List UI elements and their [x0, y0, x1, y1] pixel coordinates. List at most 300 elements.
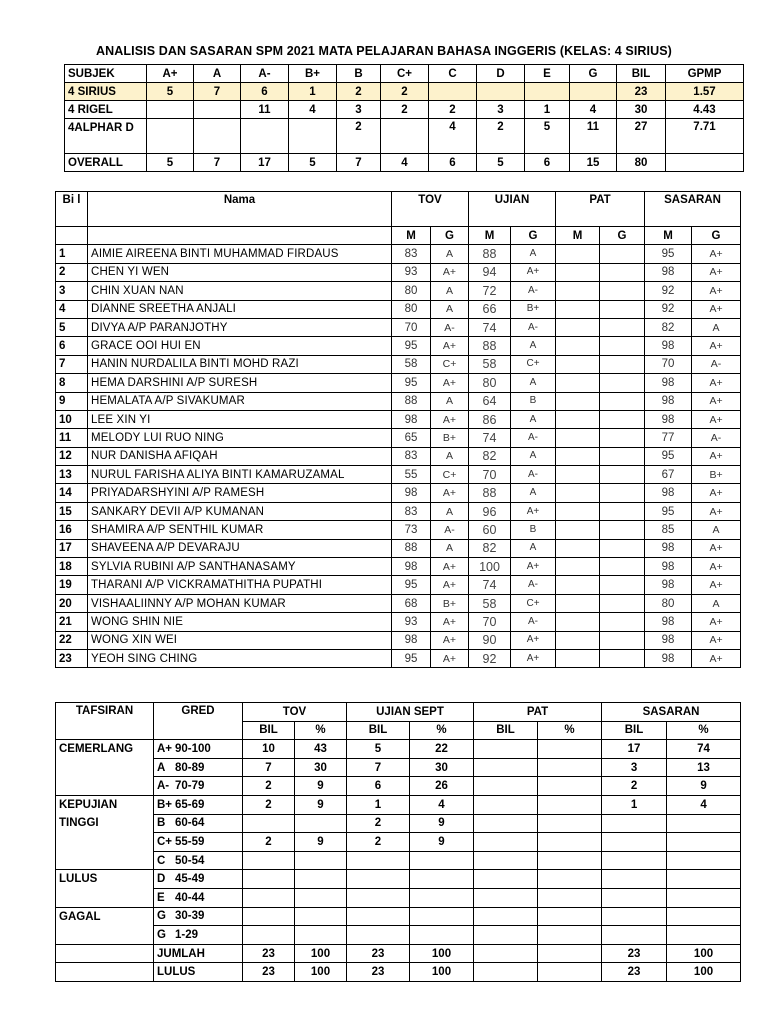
sasaran-grade: A	[692, 594, 741, 612]
sasaran-mark: 98	[645, 263, 692, 281]
tafsiran-cell: 43	[295, 740, 347, 759]
sasaran-header: SASARAN	[602, 703, 741, 722]
summary-header-cell: E	[525, 65, 570, 83]
summary-cell: 11	[241, 101, 289, 119]
summary-cell: 23	[617, 83, 666, 101]
sub-header-cell: M	[392, 227, 431, 245]
tov-grade: A+	[431, 410, 469, 428]
pat-mark	[556, 263, 600, 281]
tafsiran-cell	[347, 888, 410, 907]
sasaran-mark: 98	[645, 410, 692, 428]
tov-mark: 88	[392, 539, 431, 557]
ujian-mark: 64	[469, 392, 511, 410]
ujian-grade: C+	[511, 355, 556, 373]
ujian-grade: A	[511, 410, 556, 428]
summary-header-cell: D	[477, 65, 525, 83]
grade-score-range: 45-49	[175, 873, 205, 886]
pat-grade	[600, 594, 645, 612]
sasaran-mark: 67	[645, 466, 692, 484]
sasaran-grade: A+	[692, 576, 741, 594]
summary-cell: 1	[525, 101, 570, 119]
tafsiran-cell	[538, 814, 602, 833]
student-number: 3	[56, 282, 88, 300]
sasaran-grade: A+	[692, 282, 741, 300]
students-table	[55, 191, 741, 668]
tafsiran-total-cell	[474, 963, 538, 982]
tafsiran-total-cell: 100	[295, 963, 347, 982]
tafsiran-cell	[602, 851, 667, 870]
summary-header-cell: A-	[241, 65, 289, 83]
tafsiran-cell	[667, 814, 741, 833]
tafsiran-cell: 2	[347, 814, 410, 833]
tafsiran-cell	[474, 740, 538, 759]
ujian-grade: A-	[511, 466, 556, 484]
pat-grade	[600, 558, 645, 576]
pat-mark	[556, 355, 600, 373]
tafsiran-sub-header: BIL	[474, 721, 538, 740]
tafsiran-cell: 30	[295, 758, 347, 777]
tafsiran-cell	[295, 814, 347, 833]
student-row	[56, 502, 741, 520]
summary-cell	[241, 119, 289, 154]
summary-cell: 4	[381, 154, 429, 172]
tov-grade: A	[431, 392, 469, 410]
tafsiran-total-cell	[538, 944, 602, 963]
tov-mark: 95	[392, 337, 431, 355]
tov-grade: A	[431, 539, 469, 557]
sasaran-header: SASARAN	[645, 192, 741, 227]
summary-header-cell: C	[429, 65, 477, 83]
tafsiran-cell	[474, 888, 538, 907]
grade-range	[154, 795, 243, 814]
tafsiran-cell	[347, 870, 410, 889]
grade-range	[154, 833, 243, 852]
ujian-mark: 88	[469, 245, 511, 263]
sub-header-cell: M	[645, 227, 692, 245]
tafsiran-cell	[538, 795, 602, 814]
summary-cell	[289, 119, 337, 154]
tafsiran-cell	[538, 740, 602, 759]
student-number: 20	[56, 594, 88, 612]
ujian-grade: B+	[511, 300, 556, 318]
ujian-grade: B	[511, 392, 556, 410]
tafsiran-cell	[410, 888, 474, 907]
student-name: WONG XIN WEI	[88, 631, 392, 649]
sasaran-mark: 98	[645, 631, 692, 649]
tov-mark: 95	[392, 374, 431, 392]
tafsiran-total-cell: 100	[667, 944, 741, 963]
ujian-grade: A+	[511, 558, 556, 576]
tafsiran-row	[56, 851, 741, 870]
grade-score-range: 70-79	[175, 780, 205, 793]
pat-mark	[556, 337, 600, 355]
tafsiran-cell: 22	[410, 740, 474, 759]
student-row	[56, 282, 741, 300]
tafsiran-cell	[474, 814, 538, 833]
summary-cell: 5	[525, 119, 570, 154]
student-row	[56, 558, 741, 576]
student-number: 2	[56, 263, 88, 281]
tafsiran-cell	[410, 926, 474, 945]
sasaran-mark: 98	[645, 649, 692, 667]
tafsiran-cell	[538, 777, 602, 796]
grade-score-range: 55-59	[175, 835, 205, 848]
tov-grade: A	[431, 502, 469, 520]
summary-header-cell: G	[570, 65, 617, 83]
tafsiran-cell	[602, 833, 667, 852]
student-row	[56, 392, 741, 410]
ujian-grade: A-	[511, 576, 556, 594]
student-number: 21	[56, 613, 88, 631]
student-number: 18	[56, 558, 88, 576]
summary-row	[65, 154, 744, 172]
sub-header-cell: G	[692, 227, 741, 245]
sasaran-mark: 92	[645, 282, 692, 300]
tafsiran-row	[56, 888, 741, 907]
summary-cell: 2	[337, 119, 381, 154]
student-name: CHIN XUAN NAN	[88, 282, 392, 300]
tafsiran-cell	[295, 888, 347, 907]
ujian-mark: 60	[469, 521, 511, 539]
student-number: 1	[56, 245, 88, 263]
grade-range	[154, 907, 243, 926]
pat-grade	[600, 374, 645, 392]
summary-cell: 4	[289, 101, 337, 119]
tafsiran-cell	[243, 851, 295, 870]
student-name: CHEN YI WEN	[88, 263, 392, 281]
summary-class-name: OVERALL	[65, 154, 147, 172]
grade-range	[154, 888, 243, 907]
sasaran-mark: 95	[645, 245, 692, 263]
student-name: THARANI A/P VICKRAMATHITHA PUPATHI	[88, 576, 392, 594]
pat-mark	[556, 521, 600, 539]
tafsiran-sub-header: %	[295, 721, 347, 740]
summary-cell: 1	[289, 83, 337, 101]
pat-mark	[556, 447, 600, 465]
tafsiran-row	[56, 740, 741, 759]
summary-header-cell: SUBJEK	[65, 65, 147, 83]
tafsiran-cell	[474, 833, 538, 852]
tov-grade: C+	[431, 355, 469, 373]
summary-cell: 1.57	[666, 83, 744, 101]
tov-mark: 98	[392, 631, 431, 649]
pat-grade	[600, 410, 645, 428]
summary-cell: 7	[337, 154, 381, 172]
sasaran-grade: A	[692, 521, 741, 539]
tafsiran-sub-header: %	[667, 721, 741, 740]
student-row	[56, 613, 741, 631]
grade-letter: B	[157, 817, 166, 830]
summary-row	[65, 101, 744, 119]
pat-grade	[600, 649, 645, 667]
tov-grade: A+	[431, 263, 469, 281]
tafsiran-cell: 5	[347, 740, 410, 759]
pat-mark	[556, 318, 600, 336]
tov-mark: 98	[392, 484, 431, 502]
summary-header-cell: BIL	[617, 65, 666, 83]
tafsiran-cell	[667, 833, 741, 852]
tafsiran-sub-header: %	[538, 721, 602, 740]
tafsiran-row	[56, 926, 741, 945]
pat-mark	[556, 502, 600, 520]
tafsiran-cell: 9	[295, 795, 347, 814]
sasaran-mark: 98	[645, 337, 692, 355]
tafsiran-cell	[474, 758, 538, 777]
student-row	[56, 300, 741, 318]
summary-table	[64, 64, 744, 172]
summary-class-name: 4ALPHAR D	[65, 119, 147, 154]
tov-grade: A+	[431, 613, 469, 631]
tafsiran-cell	[538, 926, 602, 945]
tafsiran-total-empty	[56, 963, 154, 982]
ujian-mark: 70	[469, 613, 511, 631]
student-name: LEE XIN YI	[88, 410, 392, 428]
tov-grade: A+	[431, 631, 469, 649]
sasaran-mark: 92	[645, 300, 692, 318]
tafsiran-cell	[538, 758, 602, 777]
summary-cell: 27	[617, 119, 666, 154]
tafsiran-cell	[538, 907, 602, 926]
student-number: 12	[56, 447, 88, 465]
tov-mark: 58	[392, 355, 431, 373]
tafsiran-cell	[295, 907, 347, 926]
student-number: 10	[56, 410, 88, 428]
tafsiran-group: GAGAL	[56, 907, 154, 944]
summary-cell	[147, 101, 194, 119]
student-name: GRACE OOI HUI EN	[88, 337, 392, 355]
sasaran-grade: A+	[692, 300, 741, 318]
student-name: AIMIE AIREENA BINTI MUHAMMAD FIRDAUS	[88, 245, 392, 263]
bil-sub-empty	[56, 227, 88, 245]
student-number: 7	[56, 355, 88, 373]
tafsiran-row	[56, 795, 741, 814]
pat-grade	[600, 429, 645, 447]
ujian-grade: A	[511, 447, 556, 465]
sasaran-grade: A+	[692, 631, 741, 649]
tafsiran-cell: 4	[667, 795, 741, 814]
pat-mark	[556, 613, 600, 631]
summary-row	[65, 119, 744, 154]
student-name: HEMALATA A/P SIVAKUMAR	[88, 392, 392, 410]
ujian-grade: A+	[511, 263, 556, 281]
pat-mark	[556, 484, 600, 502]
grade-score-range: 65-69	[175, 798, 205, 811]
summary-cell: 3	[337, 101, 381, 119]
grade-letter: B+	[157, 798, 173, 811]
summary-cell: 7.71	[666, 119, 744, 154]
student-number: 22	[56, 631, 88, 649]
sub-header-cell: G	[431, 227, 469, 245]
tov-grade: A	[431, 245, 469, 263]
ujian-sept-header: UJIAN SEPT	[347, 703, 474, 722]
tov-mark: 95	[392, 649, 431, 667]
tafsiran-cell	[295, 870, 347, 889]
tafsiran-cell	[295, 926, 347, 945]
tafsiran-cell	[667, 870, 741, 889]
pat-header: PAT	[474, 703, 602, 722]
tafsiran-cell	[474, 795, 538, 814]
pat-grade	[600, 447, 645, 465]
ujian-grade: A	[511, 337, 556, 355]
tafsiran-cell: 9	[410, 814, 474, 833]
tafsiran-cell	[474, 851, 538, 870]
sasaran-grade: A+	[692, 613, 741, 631]
student-name: HEMA DARSHINI A/P SURESH	[88, 374, 392, 392]
pat-grade	[600, 631, 645, 649]
tafsiran-total-row	[56, 963, 741, 982]
pat-grade	[600, 392, 645, 410]
page-title: ANALISIS DAN SASARAN SPM 2021 MATA PELAJARAN BAHASA INGGERIS (KELAS: 4 SIRIUS)	[96, 44, 672, 58]
student-row	[56, 263, 741, 281]
sasaran-mark: 98	[645, 374, 692, 392]
tov-mark: 80	[392, 300, 431, 318]
tov-grade: A+	[431, 576, 469, 594]
summary-cell: 2	[477, 119, 525, 154]
tafsiran-cell	[410, 907, 474, 926]
grade-letter: G	[157, 910, 166, 923]
sasaran-mark: 98	[645, 484, 692, 502]
student-number: 13	[56, 466, 88, 484]
tov-mark: 83	[392, 447, 431, 465]
ujian-grade: A	[511, 484, 556, 502]
tafsiran-row	[56, 870, 741, 889]
tov-mark: 65	[392, 429, 431, 447]
tafsiran-cell: 7	[347, 758, 410, 777]
grade-letter: G	[157, 928, 166, 941]
ujian-grade: A+	[511, 502, 556, 520]
student-name: DIVYA A/P PARANJOTHY	[88, 318, 392, 336]
tafsiran-total-cell: 23	[347, 963, 410, 982]
pat-mark	[556, 576, 600, 594]
pat-mark	[556, 649, 600, 667]
ujian-mark: 66	[469, 300, 511, 318]
nama-header: Nama	[88, 192, 392, 227]
tafsiran-group: CEMERLANG	[56, 740, 154, 796]
tafsiran-cell	[538, 888, 602, 907]
tafsiran-cell: 9	[410, 833, 474, 852]
summary-cell: 3	[477, 101, 525, 119]
tafsiran-total-cell: 23	[602, 963, 667, 982]
summary-header-cell: GPMP	[666, 65, 744, 83]
sub-header-cell: G	[511, 227, 556, 245]
tafsiran-cell	[602, 870, 667, 889]
ujian-mark: 82	[469, 447, 511, 465]
student-name: YEOH SING CHING	[88, 649, 392, 667]
student-name: HANIN NURDALILA BINTI MOHD RAZI	[88, 355, 392, 373]
student-number: 5	[56, 318, 88, 336]
tafsiran-total-row	[56, 944, 741, 963]
tov-mark: 70	[392, 318, 431, 336]
tafsiran-cell: 2	[243, 777, 295, 796]
grade-score-range: 90-100	[175, 742, 211, 755]
sasaran-mark: 98	[645, 558, 692, 576]
summary-cell: 30	[617, 101, 666, 119]
student-name: SHAVEENA A/P DEVARAJU	[88, 539, 392, 557]
tafsiran-cell	[243, 926, 295, 945]
sasaran-grade: A+	[692, 374, 741, 392]
student-row	[56, 484, 741, 502]
pat-grade	[600, 484, 645, 502]
student-row	[56, 576, 741, 594]
tov-grade: A+	[431, 558, 469, 576]
pat-mark	[556, 410, 600, 428]
tov-grade: A	[431, 447, 469, 465]
student-row	[56, 447, 741, 465]
tafsiran-row	[56, 814, 741, 833]
student-number: 14	[56, 484, 88, 502]
summary-cell: 5	[289, 154, 337, 172]
tov-mark: 73	[392, 521, 431, 539]
tafsiran-cell: 9	[295, 777, 347, 796]
student-row	[56, 374, 741, 392]
ujian-mark: 74	[469, 429, 511, 447]
tafsiran-total-cell: 23	[243, 963, 295, 982]
tafsiran-cell	[667, 888, 741, 907]
ujian-mark: 90	[469, 631, 511, 649]
tafsiran-total-empty	[56, 944, 154, 963]
sub-header-cell: M	[469, 227, 511, 245]
tafsiran-sub-header: BIL	[243, 721, 295, 740]
tafsiran-cell	[474, 926, 538, 945]
pat-grade	[600, 300, 645, 318]
sasaran-mark: 85	[645, 521, 692, 539]
ujian-mark: 58	[469, 355, 511, 373]
ujian-grade: A-	[511, 613, 556, 631]
summary-cell	[477, 83, 525, 101]
tafsiran-cell	[538, 870, 602, 889]
tafsiran-sub-header: %	[410, 721, 474, 740]
ujian-mark: 88	[469, 337, 511, 355]
sasaran-grade: A+	[692, 263, 741, 281]
tafsiran-cell: 2	[602, 777, 667, 796]
tov-mark: 83	[392, 245, 431, 263]
grade-letter: A+	[157, 742, 173, 755]
tafsiran-cell: 30	[410, 758, 474, 777]
grade-score-range: 50-54	[175, 854, 205, 867]
sasaran-grade: A-	[692, 355, 741, 373]
grade-letter: D	[157, 873, 166, 886]
student-name: DIANNE SREETHA ANJALI	[88, 300, 392, 318]
pat-mark	[556, 300, 600, 318]
tafsiran-total-label: JUMLAH	[154, 944, 243, 963]
pat-grade	[600, 466, 645, 484]
student-name: SHAMIRA A/P SENTHIL KUMAR	[88, 521, 392, 539]
ujian-mark: 96	[469, 502, 511, 520]
student-number: 15	[56, 502, 88, 520]
tov-mark: 95	[392, 576, 431, 594]
summary-cell: 2	[381, 83, 429, 101]
student-row	[56, 594, 741, 612]
student-row	[56, 318, 741, 336]
sasaran-grade: A+	[692, 245, 741, 263]
ujian-grade: A+	[511, 631, 556, 649]
grade-range	[154, 926, 243, 945]
grade-range	[154, 851, 243, 870]
summary-cell: 5	[477, 154, 525, 172]
student-row	[56, 466, 741, 484]
tafsiran-group: LULUS	[56, 870, 154, 907]
student-number: 9	[56, 392, 88, 410]
pat-mark	[556, 245, 600, 263]
ujian-grade: A	[511, 374, 556, 392]
sasaran-mark: 98	[645, 392, 692, 410]
pat-grade	[600, 318, 645, 336]
summary-cell	[194, 101, 241, 119]
tafsiran-total-cell: 100	[410, 944, 474, 963]
sub-header-cell: G	[600, 227, 645, 245]
summary-cell	[666, 154, 744, 172]
sasaran-grade: A+	[692, 337, 741, 355]
